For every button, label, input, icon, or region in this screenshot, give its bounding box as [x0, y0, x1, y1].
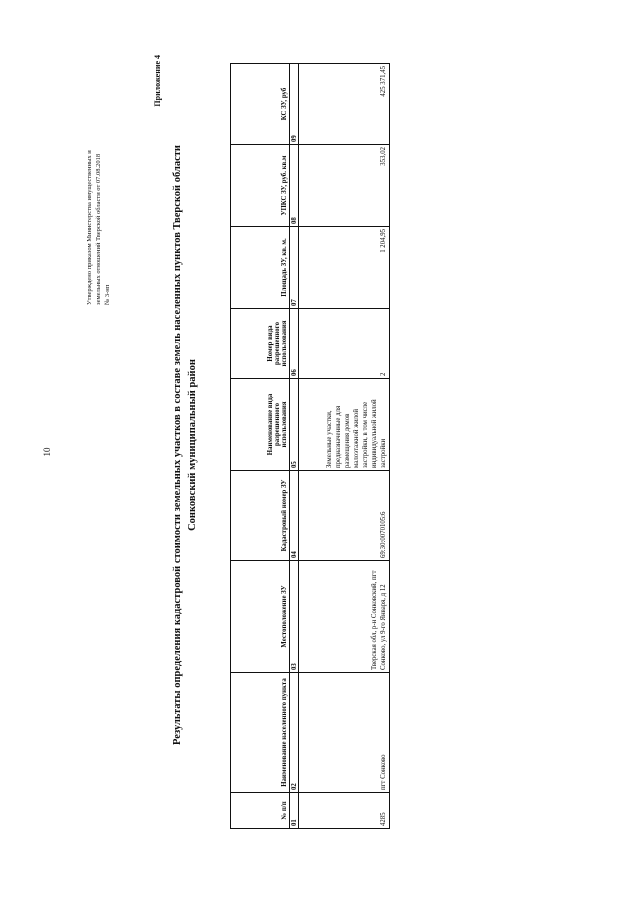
cell-settlement: пгт Сонково: [299, 673, 390, 793]
appendix-label: Приложение 4: [153, 55, 162, 107]
header-location: Местоположение ЗУ: [231, 561, 290, 673]
approval-line-2: земельных отношений Тверской области от 07.08.2018: [95, 153, 102, 305]
code-05: 05: [290, 379, 299, 471]
code-07: 07: [290, 227, 299, 309]
cell-ks: 425 371,45: [299, 64, 390, 145]
cell-num: 4285: [299, 793, 390, 829]
header-use-name: Наименование вида разрешенного использования: [231, 379, 290, 471]
header-cadastral: Кадастровый номер ЗУ: [231, 471, 290, 561]
cell-area: 1 204,95: [299, 227, 390, 309]
approval-line-1: Утверждено приказом Министерства имущественных и: [86, 150, 93, 305]
header-ks: КС ЗУ, руб: [231, 64, 290, 145]
page-number: 10: [42, 447, 52, 457]
rotated-page-content: [85, 45, 400, 835]
table-row: [299, 64, 390, 829]
code-08: 08: [290, 145, 299, 227]
results-table: [230, 63, 390, 829]
code-03: 03: [290, 561, 299, 673]
approval-note: [85, 65, 112, 305]
table-header-row: [231, 64, 290, 829]
code-04: 04: [290, 471, 299, 561]
approval-line-3: № 3-нп: [104, 284, 111, 305]
code-09: 09: [290, 64, 299, 145]
cell-use-name: Земельные участки, предназначенные для размещения домов малоэтажной жилой застройки, в том числе индивидуальной жилой застройки: [299, 379, 390, 471]
code-02: 02: [290, 673, 299, 793]
header-use-code: Номер вида разрешенного использования: [231, 309, 290, 379]
cell-location: Тверская обл, р-н Сонковский, пгт Сонково, ул 9-го Января, д 12: [299, 561, 390, 673]
code-01: 01: [290, 793, 299, 829]
table-code-row: [290, 64, 299, 829]
header-settlement: Наименование населенного пункта: [231, 673, 290, 793]
cell-use-code: 2: [299, 309, 390, 379]
cell-upks: 353,02: [299, 145, 390, 227]
document-title: Результаты определения кадастровой стоимости земельных участков в составе земель населенных пунктов Тверской области: [172, 145, 183, 745]
header-area: Площадь ЗУ, кв. м.: [231, 227, 290, 309]
document-subtitle: Сонковский муниципальный район: [187, 359, 198, 531]
header-upks: УПКС ЗУ, руб. кв.м: [231, 145, 290, 227]
code-06: 06: [290, 309, 299, 379]
header-num: № п/п: [231, 793, 290, 829]
cell-cadastral: 69:30:0070105:6: [299, 471, 390, 561]
